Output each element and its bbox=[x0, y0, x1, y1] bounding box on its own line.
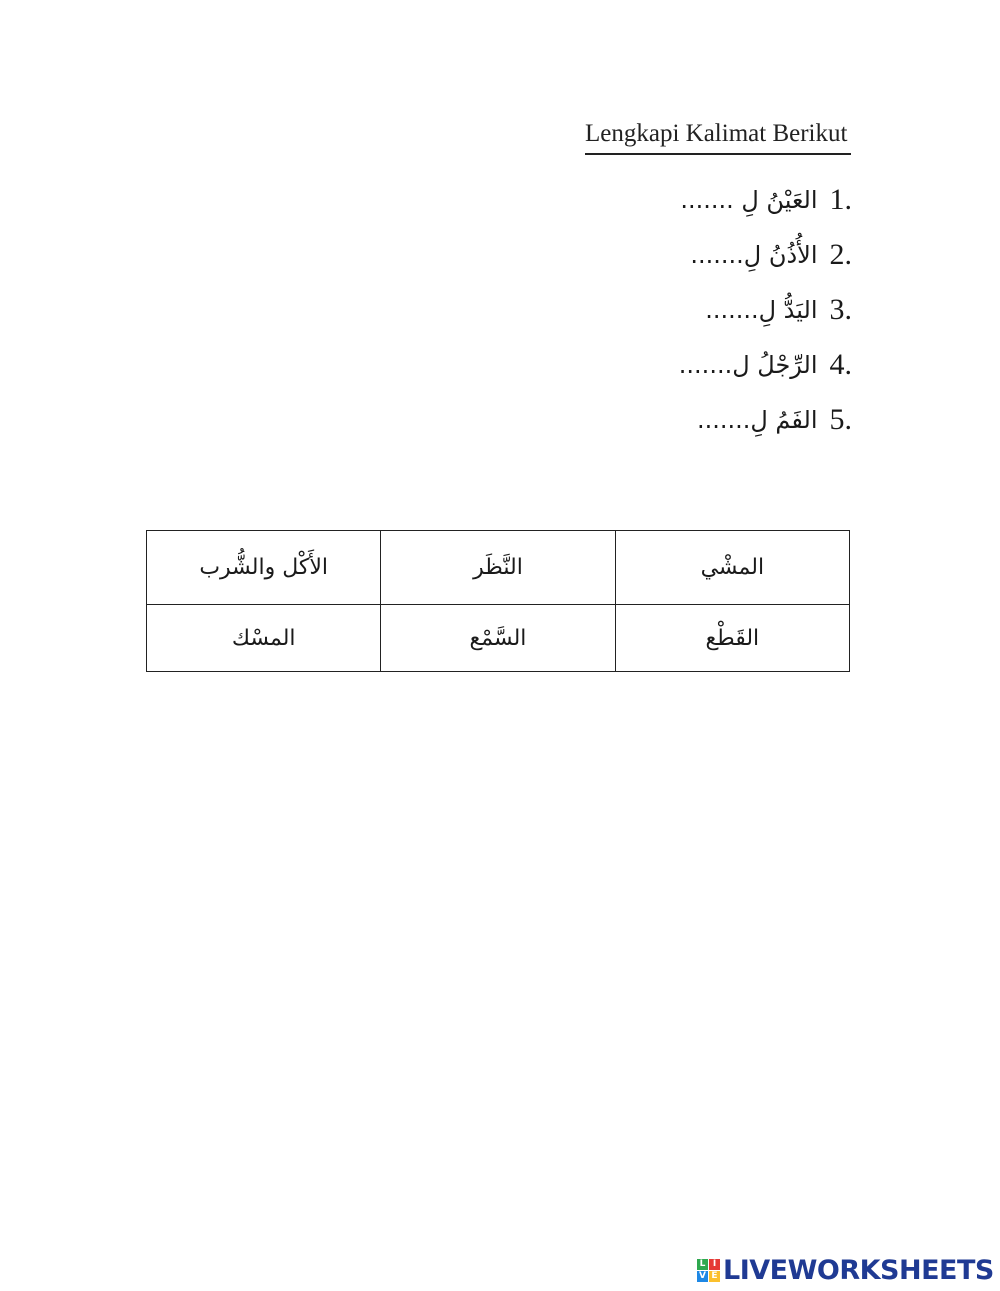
table-row bbox=[147, 531, 850, 605]
question-number: 3. bbox=[829, 292, 852, 326]
worksheet-title: Lengkapi Kalimat Berikut bbox=[585, 120, 848, 147]
question-text[interactable]: الرِّجْلُ ل....... bbox=[678, 350, 818, 379]
question-list bbox=[352, 172, 852, 447]
question-number: 4. bbox=[829, 347, 852, 381]
question-item bbox=[352, 392, 852, 447]
logo-mark-letter: E bbox=[709, 1271, 720, 1282]
table-row bbox=[147, 605, 850, 672]
word-cell: النَّظَر bbox=[381, 531, 615, 605]
logo-mark-letter: V bbox=[697, 1271, 708, 1282]
question-text[interactable]: العَيْنُ لِ ....... bbox=[680, 185, 818, 214]
logo-mark-letter: I bbox=[709, 1259, 720, 1270]
logo-mark-icon bbox=[697, 1259, 720, 1282]
liveworksheets-logo[interactable] bbox=[697, 1255, 994, 1285]
word-cell: المسْك bbox=[147, 605, 381, 672]
word-cell: الأَكْل والشُّرب bbox=[147, 531, 381, 605]
question-item bbox=[352, 282, 852, 337]
question-number: 1. bbox=[829, 182, 852, 216]
word-bank-table bbox=[146, 530, 850, 672]
logo-mark-letter: L bbox=[697, 1259, 708, 1270]
question-item bbox=[352, 337, 852, 392]
question-number: 5. bbox=[829, 402, 852, 436]
word-cell: القَطْع bbox=[615, 605, 849, 672]
question-text[interactable]: اليَدُّ لِ....... bbox=[705, 295, 818, 324]
logo-text: LIVEWORKSHEETS bbox=[723, 1254, 994, 1286]
question-number: 2. bbox=[829, 237, 852, 271]
title-underline bbox=[585, 153, 851, 155]
question-text[interactable]: الأُذُنُ لِ....... bbox=[690, 240, 818, 269]
word-cell: السَّمْع bbox=[381, 605, 615, 672]
question-text[interactable]: الفَمُ لِ....... bbox=[696, 405, 818, 434]
word-cell: المشْي bbox=[615, 531, 849, 605]
question-item bbox=[352, 172, 852, 227]
question-item bbox=[352, 227, 852, 282]
